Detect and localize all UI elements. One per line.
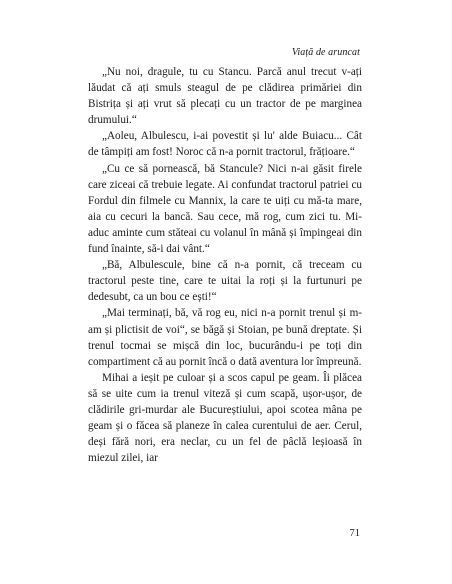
paragraph: „Bă, Albulescule, bine că n-a pornit, că treceam cu tractorul peste tine, care te uitai la roți și la furtunuri pe dedesubt, ca un bou ce ești!“ <box>88 259 362 304</box>
running-head: Viață de aruncat <box>291 47 360 58</box>
paragraph: Mihai a ieșit pe culoar și a scos capul pe geam. Îi plăcea să se uite cum ia trenul viteză și cum scapă, ușor-ușor, de clădirile gri-murdar ale Bucureștiului, apoi scotea mâna pe geam și o făcea să planeze în calea curentului de aer. Cerul, deși fără nori, era neclar, cu un fel de pâclă leșioasă în miezul zilei, iar <box>88 371 362 465</box>
paragraph: „Cu ce să pornească, bă Stancule? Nici n-ai găsit firele care ziceai că trebuie legate. Ai confundat tractorul patriei cu Fordul din filmele cu Mannix, la care te uiți cu mă-ta mare, aia cu cecuri la bancă. Sau cece, mă rog, cum zici tu. Mi-aduc aminte cum stăteai cu volanul în mână și împingeai din fund înainte, să-i dai vânt.“ <box>88 162 362 256</box>
page-number: 71 <box>349 528 360 539</box>
body-text <box>88 64 362 466</box>
paragraph: „Aoleu, Albulescu, i-ai povestit și lu' alde Buiacu... Cât de tâmpiți am fost! Noroc că n-a pornit tractorul, frățioare.“ <box>88 130 362 159</box>
paragraph: „Nu noi, dragule, tu cu Stancu. Parcă anul trecut v-ați lăudat că ați smuls steagul de pe clădirea primăriei din Bistrița și ați vrut să plecați cu un tractor de pe marginea drumului.“ <box>88 66 362 127</box>
paragraph: „Mai terminați, bă, vă rog eu, nici n-a pornit trenul și m-am și plictisit de voi“, se băgă și Stoian, pe bună dreptate. Și trenul tocmai se mișcă din loc, bucurându-i pe toți din compartiment că au pornit încă o dată aventura lor împreună. <box>88 307 362 368</box>
